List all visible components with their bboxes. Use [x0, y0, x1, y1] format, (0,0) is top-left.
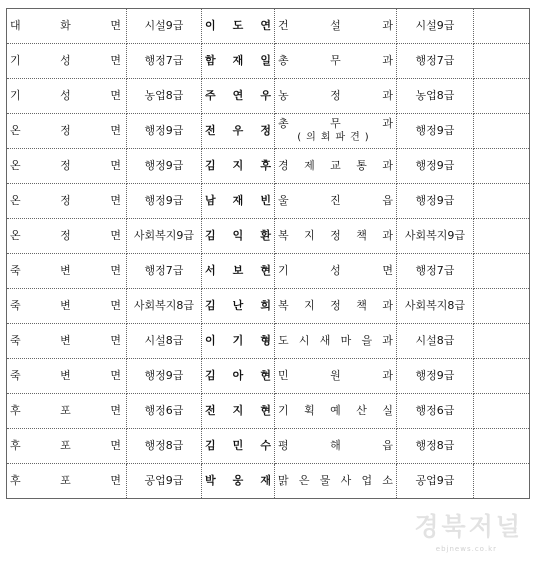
new-department-cell — [275, 114, 397, 149]
origin-grade-cell: 행정9급 — [127, 184, 202, 219]
origin-grade-cell: 행정9급 — [127, 149, 202, 184]
remarks-cell — [474, 429, 530, 464]
spaced-text: 김 민 수 — [205, 439, 271, 452]
new-department-cell — [275, 184, 397, 219]
new-grade-cell: 사회복지8급 — [397, 289, 474, 324]
spaced-text: 복 지 정 책 과 — [278, 299, 393, 312]
spaced-text: 남 재 빈 — [205, 194, 271, 207]
employee-name-cell — [202, 184, 275, 219]
remarks-cell — [474, 219, 530, 254]
new-grade-cell: 행정6급 — [397, 394, 474, 429]
origin-office-cell — [7, 184, 127, 219]
personnel-table — [6, 8, 530, 499]
origin-office-cell — [7, 464, 127, 499]
new-department-cell — [275, 394, 397, 429]
new-department-cell — [275, 9, 397, 44]
spaced-text: 온 정 면 — [10, 124, 121, 137]
remarks-cell — [474, 359, 530, 394]
origin-grade-cell: 사회복지8급 — [127, 289, 202, 324]
remarks-cell — [474, 254, 530, 289]
spaced-text: 농 정 과 — [278, 89, 393, 102]
origin-office-cell — [7, 394, 127, 429]
table-row — [7, 324, 530, 359]
new-department-cell — [275, 44, 397, 79]
spaced-text: 총 무 과 — [278, 117, 393, 130]
remarks-cell — [474, 464, 530, 499]
new-department-cell — [275, 324, 397, 359]
remarks-cell — [474, 394, 530, 429]
spaced-text: 울 진 읍 — [278, 194, 393, 207]
origin-office-cell — [7, 9, 127, 44]
remarks-cell — [474, 149, 530, 184]
origin-grade-cell: 행정9급 — [127, 359, 202, 394]
new-grade-cell: 농업8급 — [397, 79, 474, 114]
spaced-text: 맑 은 물 사 업 소 — [278, 474, 393, 487]
origin-grade-cell: 시설8급 — [127, 324, 202, 359]
table-row — [7, 394, 530, 429]
new-department-cell — [275, 149, 397, 184]
origin-office-cell — [7, 79, 127, 114]
remarks-cell — [474, 289, 530, 324]
new-grade-cell: 시설9급 — [397, 9, 474, 44]
watermark-logo: 경북저널 — [414, 512, 523, 541]
spaced-text: 이 도 연 — [205, 19, 271, 32]
origin-office-cell — [7, 219, 127, 254]
employee-name-cell — [202, 324, 275, 359]
employee-name-cell — [202, 114, 275, 149]
spaced-text: 기 획 예 산 실 — [278, 404, 393, 417]
spaced-text: 기 성 면 — [278, 264, 393, 277]
table-row — [7, 464, 530, 499]
table-row — [7, 79, 530, 114]
new-department-cell — [275, 464, 397, 499]
origin-grade-cell: 행정7급 — [127, 254, 202, 289]
spaced-text: 죽 변 면 — [10, 264, 121, 277]
spaced-text: 평 해 읍 — [278, 439, 393, 452]
spaced-text: 온 정 면 — [10, 229, 121, 242]
spaced-text: 도 시 새 마 을 과 — [278, 334, 393, 347]
table-row — [7, 184, 530, 219]
personnel-table-body — [7, 9, 530, 499]
table-row — [7, 9, 530, 44]
spaced-text: 죽 변 면 — [10, 299, 121, 312]
table-row — [7, 429, 530, 464]
spaced-text: 박 웅 재 — [205, 474, 271, 487]
origin-office-cell — [7, 254, 127, 289]
origin-grade-cell: 행정9급 — [127, 114, 202, 149]
new-department-cell — [275, 289, 397, 324]
spaced-text: 민 원 과 — [278, 369, 393, 382]
new-department-cell — [275, 429, 397, 464]
spaced-text: 기 성 면 — [10, 89, 121, 102]
origin-office-cell — [7, 429, 127, 464]
spaced-text: 김 난 희 — [205, 299, 271, 312]
spaced-text: 주 연 우 — [205, 89, 271, 102]
employee-name-cell — [202, 9, 275, 44]
employee-name-cell — [202, 429, 275, 464]
new-grade-cell: 공업9급 — [397, 464, 474, 499]
new-department-cell — [275, 219, 397, 254]
spaced-text: 함 재 일 — [205, 54, 271, 67]
employee-name-cell — [202, 464, 275, 499]
origin-grade-cell: 행정6급 — [127, 394, 202, 429]
spaced-text: 죽 변 면 — [10, 369, 121, 382]
origin-office-cell — [7, 114, 127, 149]
origin-office-cell — [7, 44, 127, 79]
new-grade-cell: 시설8급 — [397, 324, 474, 359]
new-grade-cell: 행정8급 — [397, 429, 474, 464]
spaced-text: 전 지 현 — [205, 404, 271, 417]
employee-name-cell — [202, 289, 275, 324]
spaced-text: 후 포 면 — [10, 474, 121, 487]
spaced-text: 온 정 면 — [10, 159, 121, 172]
origin-grade-cell: 농업8급 — [127, 79, 202, 114]
new-department-cell — [275, 359, 397, 394]
remarks-cell — [474, 79, 530, 114]
spaced-text: 후 포 면 — [10, 404, 121, 417]
remarks-cell — [474, 324, 530, 359]
new-department-cell — [275, 254, 397, 289]
spaced-text: 기 성 면 — [10, 54, 121, 67]
employee-name-cell — [202, 79, 275, 114]
employee-name-cell — [202, 44, 275, 79]
employee-name-cell — [202, 394, 275, 429]
spaced-text: 경 제 교 통 과 — [278, 159, 393, 172]
department-note: (의회파견) — [297, 132, 374, 143]
origin-office-cell — [7, 324, 127, 359]
origin-grade-cell: 공업9급 — [127, 464, 202, 499]
origin-office-cell — [7, 289, 127, 324]
spaced-text: 후 포 면 — [10, 439, 121, 452]
new-grade-cell: 사회복지9급 — [397, 219, 474, 254]
table-row — [7, 289, 530, 324]
spaced-text: 김 익 환 — [205, 229, 271, 242]
table-row — [7, 44, 530, 79]
origin-grade-cell: 시설9급 — [127, 9, 202, 44]
spaced-text: 이 기 형 — [205, 334, 271, 347]
remarks-cell — [474, 114, 530, 149]
new-grade-cell: 행정9급 — [397, 149, 474, 184]
remarks-cell — [474, 9, 530, 44]
table-row — [7, 219, 530, 254]
origin-grade-cell: 행정8급 — [127, 429, 202, 464]
origin-grade-cell: 사회복지9급 — [127, 219, 202, 254]
spaced-text: 죽 변 면 — [10, 334, 121, 347]
remarks-cell — [474, 44, 530, 79]
new-grade-cell: 행정7급 — [397, 44, 474, 79]
watermark-url: ebjnews.co.kr — [435, 545, 497, 553]
spaced-text: 전 우 정 — [205, 124, 271, 137]
spaced-text: 복 지 정 책 과 — [278, 229, 393, 242]
employee-name-cell — [202, 219, 275, 254]
employee-name-cell — [202, 254, 275, 289]
table-row — [7, 359, 530, 394]
spaced-text: 김 지 후 — [205, 159, 271, 172]
table-row — [7, 149, 530, 184]
new-grade-cell: 행정7급 — [397, 254, 474, 289]
new-department-cell — [275, 79, 397, 114]
spaced-text: 건 설 과 — [278, 19, 393, 32]
table-row — [7, 254, 530, 289]
origin-grade-cell: 행정7급 — [127, 44, 202, 79]
spaced-text: 김 아 현 — [205, 369, 271, 382]
employee-name-cell — [202, 149, 275, 184]
new-grade-cell: 행정9급 — [397, 359, 474, 394]
origin-office-cell — [7, 149, 127, 184]
new-grade-cell: 행정9급 — [397, 114, 474, 149]
employee-name-cell — [202, 359, 275, 394]
spaced-text: 온 정 면 — [10, 194, 121, 207]
table-row — [7, 114, 530, 149]
origin-office-cell — [7, 359, 127, 394]
spaced-text: 서 보 현 — [205, 264, 271, 277]
spaced-text: 대 화 면 — [10, 19, 121, 32]
spaced-text: 총 무 과 — [278, 54, 393, 67]
new-grade-cell: 행정9급 — [397, 184, 474, 219]
remarks-cell — [474, 184, 530, 219]
